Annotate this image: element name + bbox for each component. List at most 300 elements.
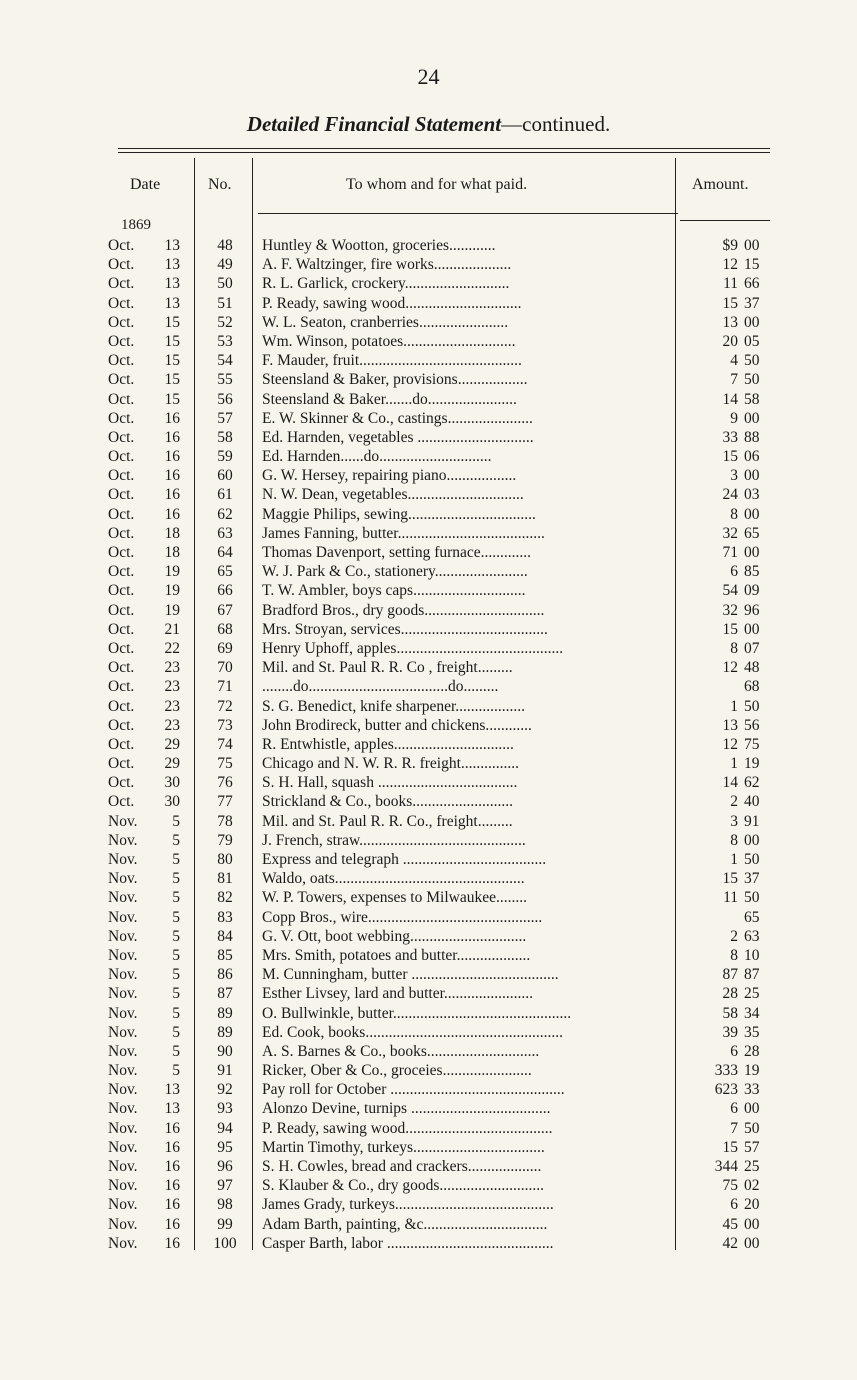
- row-amount-cents: 00: [744, 467, 760, 485]
- row-number: 65: [217, 563, 233, 581]
- row-day: 21: [164, 620, 180, 638]
- column-header-amount: Amount.: [692, 176, 749, 193]
- row-day: 5: [172, 1023, 180, 1041]
- row-amount-cents: 34: [744, 1004, 760, 1022]
- top-rule: [118, 148, 770, 149]
- row-amount-cents: 63: [744, 927, 760, 945]
- row-month: Oct.: [108, 620, 135, 638]
- row-day: 16: [164, 409, 180, 427]
- table-row: [0, 812, 857, 831]
- row-description: W. L. Seaton, cranberries.......................: [262, 313, 509, 331]
- row-day: 5: [172, 1062, 180, 1080]
- row-amount-dollars: 7: [730, 371, 738, 389]
- row-amount-dollars: 8: [730, 831, 738, 849]
- row-amount-dollars: 71: [722, 544, 738, 561]
- row-amount-cents: 87: [744, 966, 760, 984]
- row-day: 16: [164, 448, 180, 466]
- row-amount-cents: 48: [744, 659, 760, 677]
- row-month: Nov.: [108, 927, 138, 945]
- row-number: 59: [217, 448, 233, 466]
- row-month: Oct.: [108, 409, 135, 427]
- table-row: [0, 1023, 857, 1042]
- table-row: [0, 351, 857, 370]
- row-description: ........do....................................do.........: [262, 678, 499, 696]
- row-month: Nov.: [108, 1062, 138, 1080]
- row-number: 60: [217, 467, 233, 485]
- row-amount-cents: 10: [744, 946, 760, 964]
- row-day: 15: [164, 371, 180, 389]
- row-description: Esther Livsey, lard and butter.......................: [262, 985, 534, 1003]
- row-amount-dollars: 14: [722, 774, 738, 792]
- row-amount-dollars: 8: [730, 639, 738, 657]
- row-amount-cents: 00: [744, 544, 760, 561]
- row-amount-dollars: 87: [722, 966, 738, 984]
- row-description: A. S. Barnes & Co., books.............................: [262, 1042, 540, 1060]
- row-day: 30: [164, 793, 180, 811]
- row-month: Oct.: [108, 313, 135, 331]
- row-day: 5: [172, 966, 180, 984]
- table-row: [0, 485, 857, 504]
- row-day: 16: [164, 1119, 180, 1137]
- row-day: 16: [164, 467, 180, 485]
- row-amount-cents: 75: [744, 735, 760, 753]
- row-amount-cents: 50: [744, 889, 760, 907]
- row-day: 23: [164, 697, 180, 715]
- table-row: [0, 1157, 857, 1176]
- row-month: Oct.: [108, 294, 135, 312]
- row-month: Oct.: [108, 639, 135, 657]
- row-amount-dollars: 13: [722, 716, 738, 734]
- row-description: W. P. Towers, expenses to Milwaukee........: [262, 889, 527, 907]
- row-description: G. V. Ott, boot webbing..............................: [262, 927, 527, 945]
- row-number: 56: [217, 390, 233, 408]
- row-amount-cents: 00: [744, 831, 760, 849]
- row-amount-cents: 28: [744, 1042, 760, 1060]
- table-row: [0, 1004, 857, 1023]
- row-month: Nov.: [108, 812, 138, 830]
- row-amount-cents: 20: [744, 1196, 760, 1214]
- row-number: 77: [217, 793, 233, 811]
- row-month: Nov.: [108, 1119, 138, 1137]
- row-month: Nov.: [108, 889, 138, 907]
- table-row: [0, 1234, 857, 1253]
- table-row: [0, 543, 857, 562]
- table-row: [0, 908, 857, 927]
- row-description: John Brodireck, butter and chickens............: [262, 716, 532, 734]
- row-amount-dollars: 1: [730, 851, 738, 868]
- row-amount-cents: 06: [744, 448, 760, 466]
- row-description: Express and telegraph .....................................: [262, 851, 547, 868]
- row-day: 16: [164, 1234, 180, 1252]
- table-row: [0, 1195, 857, 1214]
- row-amount-cents: 88: [744, 428, 760, 446]
- row-description: Ed. Cook, books...................................................: [262, 1023, 563, 1041]
- row-number: 80: [217, 851, 233, 868]
- row-day: 5: [172, 870, 180, 888]
- row-day: 13: [164, 1081, 180, 1099]
- row-description: Mil. and St. Paul R. R. Co., freight.........: [262, 812, 513, 830]
- row-number: 90: [217, 1042, 233, 1060]
- row-amount-cents: 03: [744, 486, 760, 504]
- row-description: O. Bullwinkle, butter..............................................: [262, 1004, 572, 1022]
- row-amount-dollars: 8: [730, 946, 738, 964]
- table-row: [0, 1215, 857, 1234]
- row-number: 78: [217, 812, 233, 830]
- row-month: Oct.: [108, 467, 135, 485]
- row-description: Mrs. Stroyan, services......................................: [262, 620, 548, 638]
- row-number: 62: [217, 505, 233, 523]
- row-amount-cents: 02: [744, 1177, 760, 1195]
- row-description: Steensland & Baker, provisions..................: [262, 371, 528, 389]
- row-amount-cents: 00: [744, 237, 760, 254]
- row-month: Oct.: [108, 601, 135, 619]
- ledger-table-body: [0, 236, 857, 1253]
- row-amount-dollars: 6: [730, 563, 738, 581]
- row-amount-dollars: 9: [730, 409, 738, 427]
- row-description: Waldo, oats.................................................: [262, 870, 525, 888]
- row-month: Oct.: [108, 505, 135, 523]
- row-day: 15: [164, 390, 180, 408]
- row-month: Nov.: [108, 851, 138, 868]
- row-amount-cents: 05: [744, 332, 760, 350]
- row-number: 73: [217, 716, 233, 734]
- row-amount-dollars: 12: [722, 735, 738, 753]
- row-number: 75: [217, 755, 233, 773]
- row-number: 68: [217, 620, 233, 638]
- row-amount-cents: 50: [744, 371, 760, 389]
- row-month: Oct.: [108, 678, 135, 696]
- row-amount-dollars: 6: [730, 1196, 738, 1214]
- row-number: 76: [217, 774, 233, 792]
- row-description: Ed. Harnden......do.............................: [262, 448, 492, 466]
- row-amount-dollars: 33: [722, 428, 738, 446]
- row-amount-cents: 25: [744, 1158, 760, 1175]
- row-day: 16: [164, 486, 180, 504]
- row-day: 19: [164, 582, 180, 600]
- row-amount-cents: 65: [744, 908, 760, 926]
- row-month: Oct.: [108, 582, 135, 600]
- row-amount-cents: 09: [744, 582, 760, 600]
- row-amount-dollars: 54: [722, 582, 738, 600]
- row-day: 16: [164, 1177, 180, 1195]
- row-amount-dollars: 2: [730, 927, 738, 945]
- table-row: [0, 754, 857, 773]
- column-header-date: Date: [130, 176, 161, 193]
- row-day: 29: [164, 755, 180, 773]
- row-day: 16: [164, 505, 180, 523]
- column-header-description: To whom and for what paid.: [346, 176, 528, 193]
- heading-continued: —continued.: [501, 112, 611, 136]
- row-day: 18: [164, 544, 180, 561]
- row-month: Nov.: [108, 1138, 138, 1156]
- row-amount-cents: 19: [744, 755, 760, 773]
- row-number: 51: [217, 294, 233, 312]
- table-row: [0, 658, 857, 677]
- row-day: 5: [172, 851, 180, 868]
- row-month: Nov.: [108, 985, 138, 1003]
- row-day: 5: [172, 831, 180, 849]
- row-day: 29: [164, 735, 180, 753]
- row-month: Nov.: [108, 831, 138, 849]
- row-day: 16: [164, 428, 180, 446]
- row-description: S. H. Cowles, bread and crackers...................: [262, 1158, 542, 1175]
- row-amount-dollars: 15: [722, 294, 738, 312]
- table-row: [0, 792, 857, 811]
- row-description: J. French, straw...........................................: [262, 831, 526, 849]
- row-number: 79: [217, 831, 233, 849]
- row-amount-cents: 00: [744, 1100, 760, 1118]
- table-row: [0, 447, 857, 466]
- row-amount-cents: 91: [744, 812, 760, 830]
- row-month: Oct.: [108, 371, 135, 389]
- table-row: [0, 332, 857, 351]
- row-month: Nov.: [108, 1215, 138, 1233]
- row-description: James Fanning, butter......................................: [262, 524, 545, 542]
- row-month: Nov.: [108, 1196, 138, 1214]
- row-amount-cents: 00: [744, 505, 760, 523]
- row-month: Oct.: [108, 774, 135, 792]
- row-number: 61: [217, 486, 233, 504]
- row-amount-dollars: 12: [722, 659, 738, 677]
- table-row: [0, 524, 857, 543]
- row-number: 57: [217, 409, 233, 427]
- table-row: [0, 716, 857, 735]
- row-amount-cents: 15: [744, 256, 760, 274]
- row-number: 97: [217, 1177, 233, 1195]
- column-header-no: No.: [208, 176, 232, 193]
- table-row: [0, 697, 857, 716]
- row-amount-cents: 00: [744, 620, 760, 638]
- row-amount-cents: 37: [744, 294, 760, 312]
- row-amount-dollars: 24: [722, 486, 738, 504]
- row-description: Huntley & Wootton, groceries............: [262, 237, 496, 254]
- row-day: 23: [164, 659, 180, 677]
- row-amount-dollars: 12: [722, 256, 738, 274]
- row-number: 81: [217, 870, 233, 888]
- row-amount-cents: 37: [744, 870, 760, 888]
- row-description: Martin Timothy, turkeys..................................: [262, 1138, 545, 1156]
- row-month: Oct.: [108, 755, 135, 773]
- table-row: [0, 965, 857, 984]
- row-description: Mrs. Smith, potatoes and butter...................: [262, 946, 531, 964]
- row-amount-cents: 50: [744, 352, 760, 370]
- row-day: 16: [164, 1196, 180, 1214]
- row-day: 5: [172, 889, 180, 907]
- row-amount-dollars: 3: [730, 812, 738, 830]
- row-month: Oct.: [108, 428, 135, 446]
- row-number: 49: [217, 256, 233, 274]
- row-day: 15: [164, 332, 180, 350]
- row-amount-cents: 50: [744, 851, 760, 868]
- row-day: 23: [164, 678, 180, 696]
- row-number: 85: [217, 946, 233, 964]
- row-amount-dollars: 623: [714, 1081, 738, 1099]
- row-number: 89: [217, 1023, 233, 1041]
- row-number: 67: [217, 601, 233, 619]
- table-row: [0, 466, 857, 485]
- row-month: Nov.: [108, 966, 138, 984]
- row-description: Wm. Winson, potatoes.............................: [262, 332, 516, 350]
- table-row: [0, 946, 857, 965]
- row-number: 52: [217, 313, 233, 331]
- row-number: 48: [217, 237, 233, 254]
- table-row: [0, 1061, 857, 1080]
- row-day: 5: [172, 946, 180, 964]
- row-amount-dollars: 15: [722, 448, 738, 466]
- row-amount-dollars: 39: [722, 1023, 738, 1041]
- row-amount-cents: 35: [744, 1023, 760, 1041]
- row-day: 5: [172, 1004, 180, 1022]
- row-month: Nov.: [108, 1234, 138, 1252]
- row-amount-dollars: 45: [722, 1215, 738, 1233]
- row-amount-cents: 25: [744, 985, 760, 1003]
- row-description: M. Cunningham, butter ......................................: [262, 966, 559, 984]
- row-month: Nov.: [108, 870, 138, 888]
- row-day: 13: [164, 256, 180, 274]
- row-description: Casper Barth, labor ...........................................: [262, 1234, 554, 1252]
- row-description: R. L. Garlick, crockery...........................: [262, 275, 510, 293]
- row-number: 83: [217, 908, 233, 926]
- row-description: S. H. Hall, squash ....................................: [262, 774, 518, 792]
- row-amount-dollars: 333: [714, 1062, 738, 1080]
- row-amount-dollars: 8: [730, 505, 738, 523]
- row-description: R. Entwhistle, apples...............................: [262, 735, 514, 753]
- table-row: [0, 984, 857, 1003]
- table-row: [0, 773, 857, 792]
- row-amount-dollars: 14: [722, 390, 738, 408]
- row-month: Nov.: [108, 908, 138, 926]
- row-month: Oct.: [108, 352, 135, 370]
- row-number: 70: [217, 659, 233, 677]
- year-label: 1869: [121, 217, 151, 233]
- row-amount-dollars: 15: [722, 870, 738, 888]
- table-row: [0, 850, 857, 869]
- table-row: [0, 390, 857, 409]
- row-amount-cents: 96: [744, 601, 760, 619]
- table-row: [0, 1138, 857, 1157]
- row-month: Oct.: [108, 524, 135, 542]
- row-month: Oct.: [108, 735, 135, 753]
- row-description: James Grady, turkeys.........................................: [262, 1196, 554, 1214]
- top-rule-double: [118, 152, 770, 153]
- row-amount-dollars: 11: [723, 275, 738, 293]
- table-row: [0, 294, 857, 313]
- row-amount-dollars: 75: [722, 1177, 738, 1195]
- row-amount-cents: 58: [744, 390, 760, 408]
- row-number: 96: [217, 1158, 233, 1175]
- table-row: [0, 831, 857, 850]
- row-day: 19: [164, 601, 180, 619]
- row-number: 53: [217, 332, 233, 350]
- row-number: 89: [217, 1004, 233, 1022]
- row-amount-dollars: 6: [730, 1042, 738, 1060]
- row-month: Oct.: [108, 793, 135, 811]
- row-amount-dollars: 58: [722, 1004, 738, 1022]
- table-row: [0, 1042, 857, 1061]
- row-amount-cents: 85: [744, 563, 760, 581]
- row-day: 22: [164, 639, 180, 657]
- row-month: Nov.: [108, 1023, 138, 1041]
- row-month: Oct.: [108, 716, 135, 734]
- table-row: [0, 1119, 857, 1138]
- row-day: 23: [164, 716, 180, 734]
- row-description: Henry Uphoff, apples...........................................: [262, 639, 564, 657]
- row-description: Ricker, Ober & Co., groceies.......................: [262, 1062, 532, 1080]
- row-amount-cents: 00: [744, 409, 760, 427]
- heading-title: Detailed Financial Statement: [246, 112, 502, 136]
- row-amount-cents: 50: [744, 1119, 760, 1137]
- row-day: 13: [164, 275, 180, 293]
- table-row: [0, 505, 857, 524]
- row-description: Strickland & Co., books..........................: [262, 793, 514, 811]
- row-amount-dollars: 1: [730, 697, 738, 715]
- row-description: Adam Barth, painting, &c................................: [262, 1215, 548, 1233]
- row-day: 13: [164, 1100, 180, 1118]
- table-row: [0, 255, 857, 274]
- row-amount-cents: 62: [744, 774, 760, 792]
- row-month: Oct.: [108, 448, 135, 466]
- row-month: Nov.: [108, 1081, 138, 1099]
- row-amount-cents: 33: [744, 1081, 760, 1099]
- row-day: 19: [164, 563, 180, 581]
- row-amount-dollars: 32: [722, 601, 738, 619]
- row-number: 84: [217, 927, 233, 945]
- row-description: Maggie Philips, sewing.................................: [262, 505, 536, 523]
- table-row: [0, 581, 857, 600]
- row-number: 95: [217, 1138, 233, 1156]
- row-description: S. Klauber & Co., dry goods...........................: [262, 1177, 545, 1195]
- table-row: [0, 562, 857, 581]
- row-amount-dollars: 3: [730, 467, 738, 485]
- row-amount-dollars: 32: [722, 524, 738, 542]
- row-number: 87: [217, 985, 233, 1003]
- row-description: A. F. Waltzinger, fire works....................: [262, 256, 512, 274]
- row-number: 93: [217, 1100, 233, 1118]
- row-month: Oct.: [108, 544, 135, 561]
- row-description: Ed. Harnden, vegetables ..............................: [262, 428, 534, 446]
- row-description: W. J. Park & Co., stationery........................: [262, 563, 528, 581]
- row-month: Oct.: [108, 486, 135, 504]
- table-row: [0, 639, 857, 658]
- row-day: 13: [164, 294, 180, 312]
- row-amount-dollars: 2: [730, 793, 738, 811]
- row-number: 82: [217, 889, 233, 907]
- row-month: Nov.: [108, 1177, 138, 1195]
- row-description: F. Mauder, fruit..........................................: [262, 352, 522, 370]
- row-amount-dollars: 15: [722, 1138, 738, 1156]
- page-number: 24: [417, 64, 440, 89]
- row-amount-dollars: 20: [722, 332, 738, 350]
- row-month: Nov.: [108, 1158, 138, 1175]
- row-day: 5: [172, 1042, 180, 1060]
- row-amount-dollars: 13: [722, 313, 738, 331]
- row-number: 54: [217, 352, 233, 370]
- row-number: 50: [217, 275, 233, 293]
- header-rule-amount: [680, 220, 770, 221]
- row-day: 16: [164, 1215, 180, 1233]
- row-number: 92: [217, 1081, 233, 1099]
- table-row: [0, 1176, 857, 1195]
- row-amount-dollars: 28: [722, 985, 738, 1003]
- row-description: Mil. and St. Paul R. R. Co , freight.........: [262, 659, 513, 677]
- row-amount-dollars: 344: [714, 1158, 738, 1175]
- table-row: [0, 735, 857, 754]
- row-number: 98: [217, 1196, 233, 1214]
- row-amount-cents: 07: [744, 639, 760, 657]
- row-amount-dollars: 42: [722, 1234, 738, 1252]
- row-amount-cents: 00: [744, 1215, 760, 1233]
- row-amount-cents: 00: [744, 313, 760, 331]
